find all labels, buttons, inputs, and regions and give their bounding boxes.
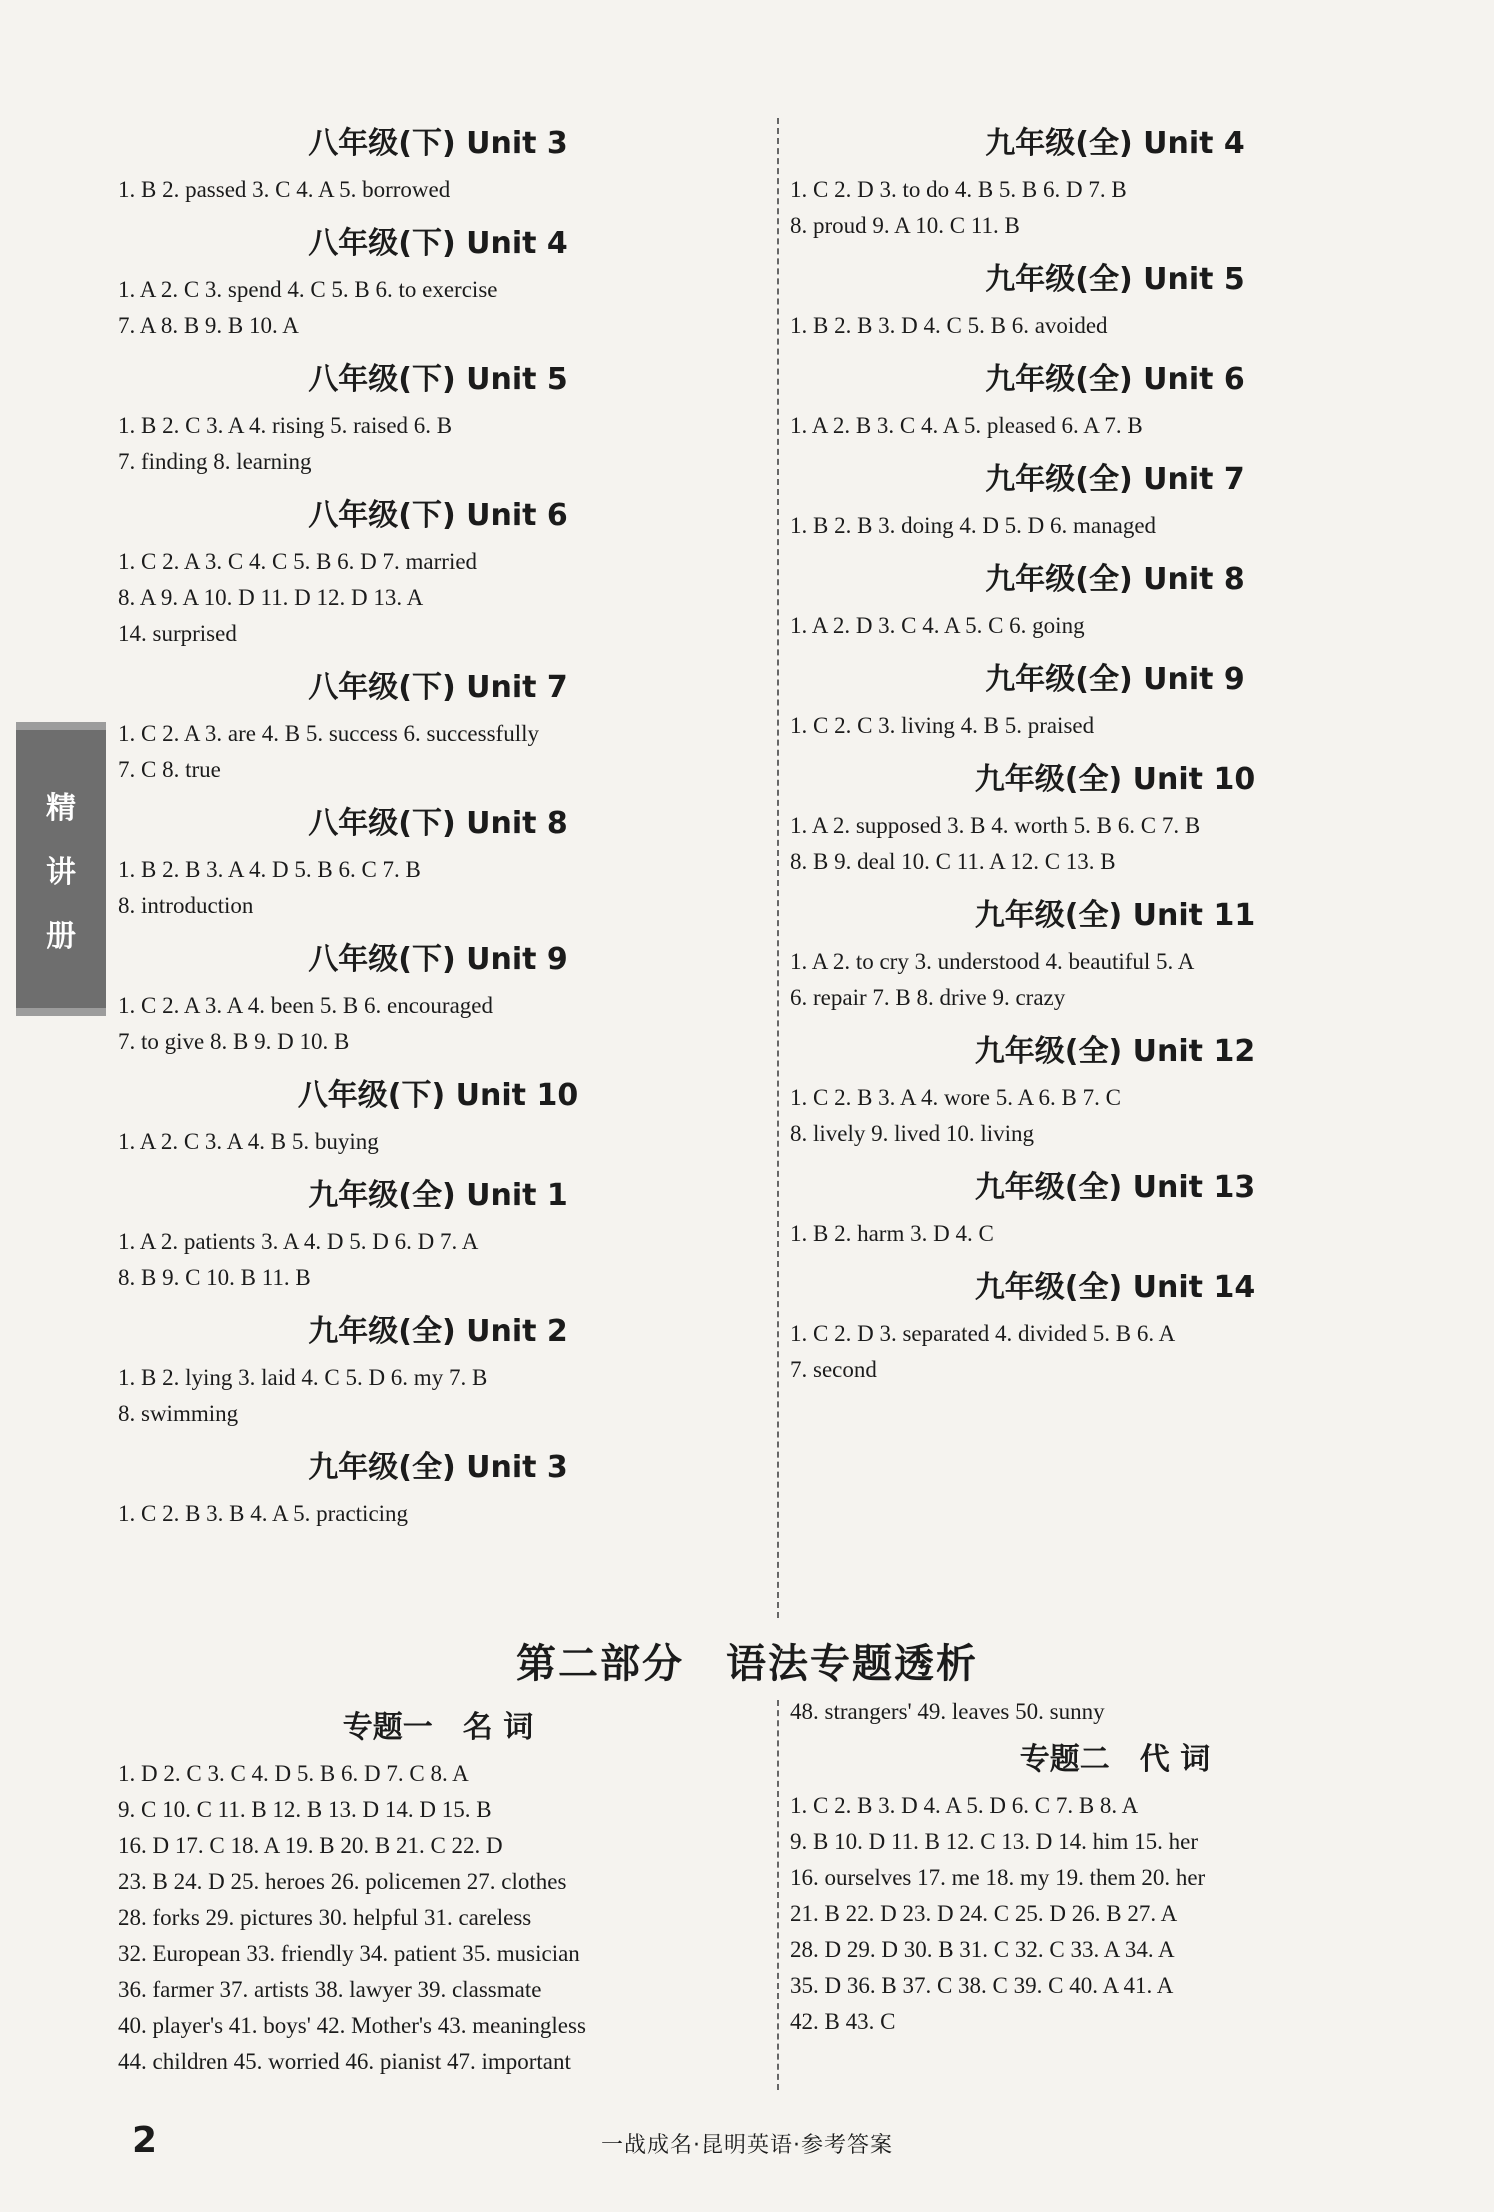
topic2-answers: [790, 1788, 1440, 2040]
unit-heading: 九年级(全) Unit 5: [985, 262, 1245, 297]
answer-line: 1. B 2. harm 3. D 4. C: [790, 1221, 994, 1246]
answer-line: 1. C 2. A 3. C 4. C 5. B 6. D 7. married: [118, 549, 478, 574]
answer-line: 8. swimming: [118, 1401, 239, 1426]
answer-line: 7. A 8. B 9. B 10. A: [118, 313, 299, 338]
topic2-heading: 专题二 代 词: [1019, 1742, 1211, 1777]
answer-lines: [790, 1080, 1440, 1152]
answer-lines: [790, 608, 1440, 644]
unit-heading: 八年级(下) Unit 6: [308, 498, 568, 533]
answer-line: 28. D 29. D 30. B 31. C 32. C 33. A 34. A: [790, 1937, 1175, 1962]
answer-line: 9. C 10. C 11. B 12. B 13. D 14. D 15. B: [118, 1797, 492, 1822]
unit-heading: 八年级(下) Unit 9: [308, 942, 568, 977]
unit-heading: 九年级(全) Unit 8: [985, 562, 1245, 597]
answer-lines: [118, 172, 758, 208]
answer-line: 1. C 2. D 3. separated 4. divided 5. B 6. A: [790, 1321, 1176, 1346]
answer-line: 1. A 2. C 3. A 4. B 5. buying: [118, 1129, 379, 1154]
answer-line: 1. C 2. B 3. B 4. A 5. practicing: [118, 1501, 409, 1526]
side-tab-char: 册: [46, 919, 76, 954]
left-column: [118, 124, 758, 1548]
answer-line: 1. B 2. C 3. A 4. rising 5. raised 6. B: [118, 413, 453, 438]
answer-line: 1. C 2. B 3. D 4. A 5. D 6. C 7. B 8. A: [790, 1793, 1139, 1818]
answer-lines: [118, 408, 758, 480]
answer-line: 40. player's 41. boys' 42. Mother's 43. meaningless: [118, 2013, 586, 2038]
answer-line: 35. D 36. B 37. C 38. C 39. C 40. A 41. A: [790, 1973, 1174, 1998]
answer-lines: [118, 1360, 758, 1432]
answer-line: 16. ourselves 17. me 18. my 19. them 20. her: [790, 1865, 1206, 1890]
topic1-continued-answers: 48. strangers' 49. leaves 50. sunny: [790, 1699, 1105, 1724]
answer-line: 1. C 2. C 3. living 4. B 5. praised: [790, 713, 1095, 738]
answer-line: 1. C 2. A 3. A 4. been 5. B 6. encouraged: [118, 993, 493, 1018]
unit-heading: 九年级(全) Unit 9: [985, 662, 1245, 697]
answer-line: 1. C 2. D 3. to do 4. B 5. B 6. D 7. B: [790, 177, 1127, 202]
answer-line: 1. A 2. patients 3. A 4. D 5. D 6. D 7. A: [118, 1229, 479, 1254]
unit-heading: 九年级(全) Unit 14: [974, 1270, 1256, 1305]
answer-line: 1. B 2. B 3. D 4. C 5. B 6. avoided: [790, 313, 1108, 338]
answer-line: 32. European 33. friendly 34. patient 35. musician: [118, 1941, 580, 1966]
unit-heading: 八年级(下) Unit 4: [308, 226, 568, 261]
side-tab-char: 讲: [46, 855, 76, 890]
answer-line: 7. C 8. true: [118, 757, 221, 782]
answer-lines: [790, 944, 1440, 1016]
answer-line: 1. B 2. B 3. A 4. D 5. B 6. C 7. B: [118, 857, 421, 882]
answer-line: 7. finding 8. learning: [118, 449, 312, 474]
answer-lines: [790, 708, 1440, 744]
answer-lines: [118, 1496, 758, 1532]
answer-line: 1. A 2. B 3. C 4. A 5. pleased 6. A 7. B: [790, 413, 1143, 438]
unit-heading: 八年级(下) Unit 10: [297, 1078, 579, 1113]
answer-line: 9. B 10. D 11. B 12. C 13. D 14. him 15. her: [790, 1829, 1199, 1854]
answer-line: 8. B 9. deal 10. C 11. A 12. C 13. B: [790, 849, 1116, 874]
topic1-answers: [118, 1756, 758, 2080]
answer-line: 1. B 2. lying 3. laid 4. C 5. D 6. my 7. B: [118, 1365, 488, 1390]
footer-text: 一战成名·昆明英语·参考答案: [601, 2133, 893, 2158]
answer-line: 8. introduction: [118, 893, 254, 918]
unit-heading: 九年级(全) Unit 3: [308, 1450, 568, 1485]
answer-line: 1. D 2. C 3. C 4. D 5. B 6. D 7. C 8. A: [118, 1761, 469, 1786]
unit-heading: 九年级(全) Unit 2: [308, 1314, 568, 1349]
answer-lines: [118, 716, 758, 788]
side-tab-char: 精: [46, 791, 76, 826]
answer-line: 7. second: [790, 1357, 877, 1382]
answer-lines: [118, 852, 758, 924]
answer-line: 8. A 9. A 10. D 11. D 12. D 13. A: [118, 585, 424, 610]
right-column: [790, 124, 1440, 1404]
unit-heading: 九年级(全) Unit 13: [974, 1170, 1256, 1205]
answer-line: 36. farmer 37. artists 38. lawyer 39. classmate: [118, 1977, 542, 2002]
answer-line: 1. A 2. D 3. C 4. A 5. C 6. going: [790, 613, 1085, 638]
answer-line: 21. B 22. D 23. D 24. C 25. D 26. B 27. A: [790, 1901, 1178, 1926]
unit-heading: 九年级(全) Unit 6: [985, 362, 1245, 397]
column-divider: [777, 1700, 779, 2090]
answer-lines: [118, 988, 758, 1060]
answer-line: 8. B 9. C 10. B 11. B: [118, 1265, 311, 1290]
unit-heading: 八年级(下) Unit 7: [308, 670, 568, 705]
side-tab-jingjiangce: [16, 722, 106, 1016]
page-number: 2: [132, 2120, 158, 2161]
unit-heading: 九年级(全) Unit 4: [985, 126, 1245, 161]
answer-line: 1. C 2. A 3. are 4. B 5. success 6. successfully: [118, 721, 539, 746]
answer-line: 8. lively 9. lived 10. living: [790, 1121, 1035, 1146]
unit-heading: 九年级(全) Unit 12: [974, 1034, 1256, 1069]
answer-lines: [790, 308, 1440, 344]
answer-line: 16. D 17. C 18. A 19. B 20. B 21. C 22. D: [118, 1833, 503, 1858]
unit-heading: 八年级(下) Unit 3: [308, 126, 568, 161]
topic1-block: [118, 1708, 758, 2080]
answer-line: 8. proud 9. A 10. C 11. B: [790, 213, 1020, 238]
column-divider: [777, 118, 779, 1618]
unit-heading: 九年级(全) Unit 10: [974, 762, 1256, 797]
answer-lines: [790, 508, 1440, 544]
answer-line: 1. A 2. C 3. spend 4. C 5. B 6. to exercise: [118, 277, 498, 302]
part2-title: 第二部分 语法专题透析: [516, 1640, 978, 1687]
answer-lines: [790, 1316, 1440, 1388]
topic1-heading: 专题一 名 词: [342, 1710, 534, 1745]
answer-line: 14. surprised: [118, 621, 237, 646]
answer-line: 6. repair 7. B 8. drive 9. crazy: [790, 985, 1066, 1010]
answer-line: 28. forks 29. pictures 30. helpful 31. careless: [118, 1905, 532, 1930]
answer-line: 7. to give 8. B 9. D 10. B: [118, 1029, 350, 1054]
answer-lines: [790, 808, 1440, 880]
answer-line: 42. B 43. C: [790, 2009, 896, 2034]
unit-heading: 八年级(下) Unit 8: [308, 806, 568, 841]
answer-lines: [118, 272, 758, 344]
answer-lines: [118, 1124, 758, 1160]
topic2-block: [790, 1694, 1440, 2040]
answer-lines: [790, 1216, 1440, 1252]
unit-heading: 九年级(全) Unit 11: [974, 898, 1256, 933]
unit-heading: 九年级(全) Unit 1: [308, 1178, 568, 1213]
answer-line: 1. B 2. B 3. doing 4. D 5. D 6. managed: [790, 513, 1157, 538]
answer-line: 23. B 24. D 25. heroes 26. policemen 27. clothes: [118, 1869, 567, 1894]
answer-lines: [118, 1224, 758, 1296]
unit-heading: 九年级(全) Unit 7: [985, 462, 1245, 497]
answer-line: 44. children 45. worried 46. pianist 47. important: [118, 2049, 571, 2074]
answer-lines: [790, 172, 1440, 244]
answer-lines: [790, 408, 1440, 444]
answer-line: 1. B 2. passed 3. C 4. A 5. borrowed: [118, 177, 451, 202]
answer-line: 1. A 2. supposed 3. B 4. worth 5. B 6. C 7. B: [790, 813, 1201, 838]
answer-line: 1. A 2. to cry 3. understood 4. beautiful 5. A: [790, 949, 1195, 974]
answer-line: 1. C 2. B 3. A 4. wore 5. A 6. B 7. C: [790, 1085, 1121, 1110]
unit-heading: 八年级(下) Unit 5: [308, 362, 568, 397]
answer-lines: [118, 544, 758, 652]
